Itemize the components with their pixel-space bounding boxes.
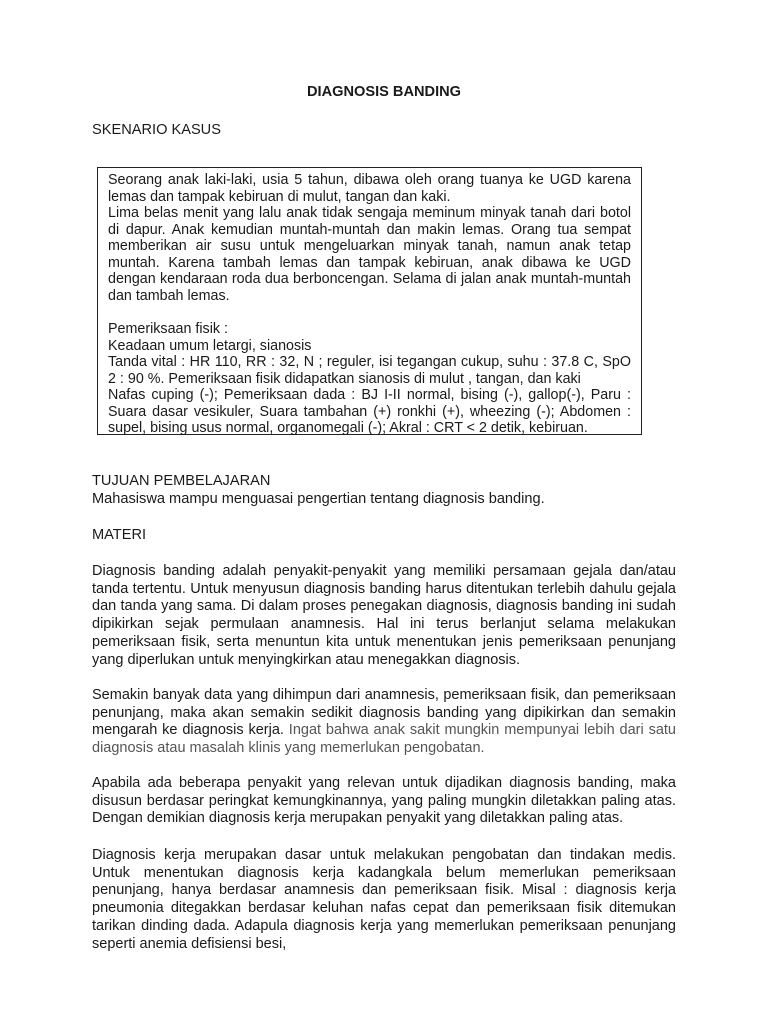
exam-general: Keadaan umum letargi, sianosis — [108, 337, 312, 354]
materi-paragraph-4: Diagnosis kerja merupakan dasar untuk melakukan pengobatan dan tindakan medis. Untuk menentukan diagnosis kerja kadangkala belum memerlukan pemeriksaan penunjang, hanya berdasar anamnesis dan pemeriksaan fisik. Misal : diagnosis kerja pneumonia ditegakkan berdasar keluhan nafas cepat dan pemeriksaan fisik ditemukan tarikan dinding dada. Adapula diagnosis kerja yang memerlukan pemeriksaan penunjang seperti anemia defisiensi besi, — [92, 847, 676, 952]
spacer — [108, 304, 631, 321]
skenario-heading: SKENARIO KASUS — [92, 122, 221, 138]
materi-paragraph-3: Apabila ada beberapa penyakit yang relevan untuk dijadikan diagnosis banding, maka disusun berdasar peringkat kemungkinannya, yang paling mungkin diletakkan paling atas. Dengan demikian diagnosis kerja merupakan penyakit yang diletakkan paling atas. — [92, 775, 676, 827]
materi-paragraph-2 — [92, 687, 676, 758]
tujuan-text: Mahasiswa mampu menguasai pengertian tentang diagnosis banding. — [92, 491, 545, 507]
materi-heading: MATERI — [92, 527, 147, 543]
tujuan-heading: TUJUAN PEMBELAJARAN — [92, 473, 271, 489]
case-paragraph-2: Lima belas menit yang lalu anak tidak sengaja meminum minyak tanah dari botol di dapur. Anak kemudian muntah-muntah dan makin lemas. Orang tua sempat memberikan air susu untuk mengeluarkan minyak tanah, namun anak tetap muntah. Karena tambah lemas dan tampak kebiruan, anak dibawa ke UGD dengan kendaraan roda dua berboncengan. Selama di jalan anak muntah-muntah dan tambah lemas. — [108, 205, 631, 304]
materi-paragraph-1: Diagnosis banding adalah penyakit-penyakit yang memiliki persamaan gejala dan/atau tanda tertentu. Untuk menyusun diagnosis banding harus ditentukan terlebih dahulu gejala dan tanda yang sama. Di dalam proses penegakan diagnosis, diagnosis banding ini sudah dipikirkan sejak permulaan anamnesis. Hal ini terus berlanjut selama melakukan pemeriksaan fisik, serta menuntun kita untuk menentukan jenis pemeriksaan penunjang yang diperlukan untuk menyingkirkan atau menegakkan diagnosis. — [92, 563, 676, 668]
exam-heading: Pemeriksaan fisik : — [108, 321, 228, 337]
exam-vitals: Tanda vital : HR 110, RR : 32, N ; reguler, isi tegangan cukup, suhu : 37.8 C, SpO 2 : 90 %. Pemeriksaan fisik didapatkan sianosis di mulut , tangan, dan kaki — [108, 354, 631, 387]
case-box — [97, 167, 642, 435]
materi-paragraph-2a: Semakin banyak data yang dihimpun dari anamnesis, pemeriksaan fisik, dan pemeriksaan penunjang, maka akan semakin sedikit diagnosis banding yang dipikirkan dan semakin mengarah ke diagnosis kerja. — [92, 687, 676, 739]
materi-paragraph-2b: Ingat bahwa anak sakit mungkin mempunyai lebih dari satu diagnosis atau masalah klinis yang memerlukan pengobatan. — [92, 722, 676, 757]
page-title: DIAGNOSIS BANDING — [306, 84, 462, 100]
exam-findings: Nafas cuping (-); Pemeriksaan dada : BJ I-II normal, bising (-), gallop(-), Paru : Suara dasar vesikuler, Suara tambahan (+) ronkhi (+), wheezing (-); Abdomen : supel, bising usus normal, organomegali (-); Akral : CRT < 2 detik, kebiruan. — [108, 387, 631, 436]
case-paragraph-1: Seorang anak laki-laki, usia 5 tahun, dibawa oleh orang tuanya ke UGD karena lemas dan tampak kebiruan di mulut, tangan dan kaki. — [108, 172, 631, 205]
